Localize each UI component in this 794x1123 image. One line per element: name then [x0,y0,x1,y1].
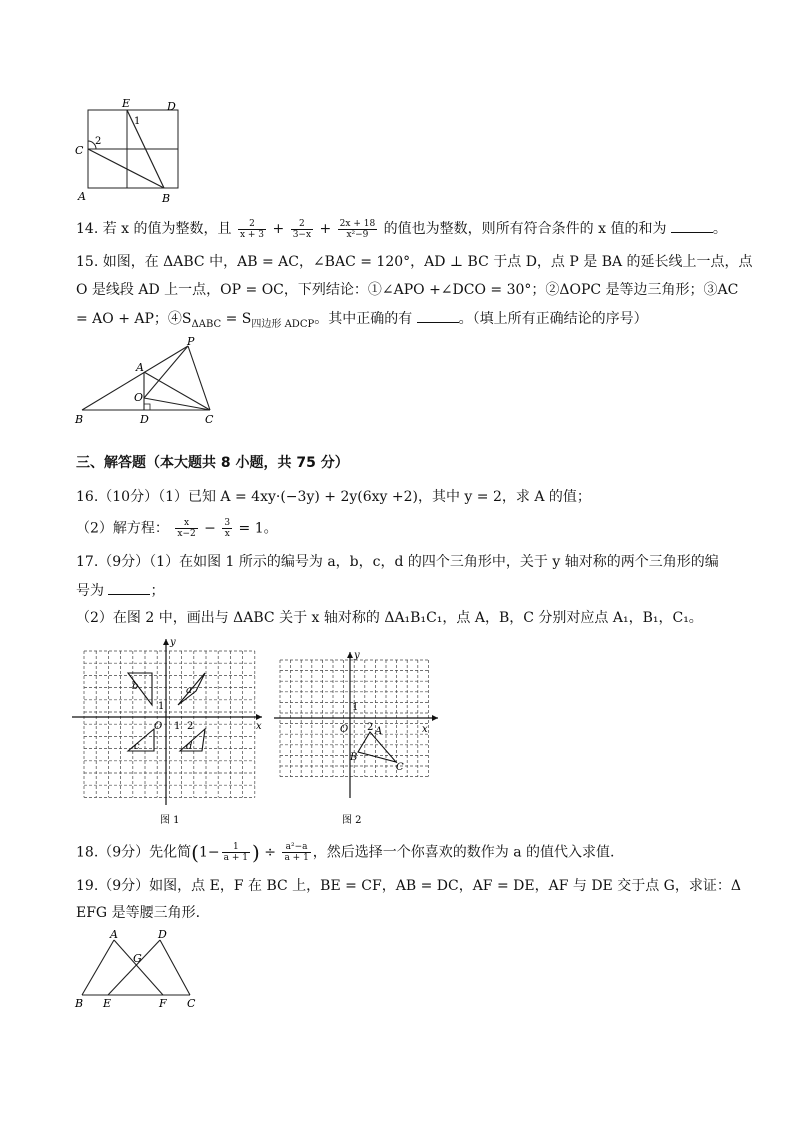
x-axis-label: x [422,724,428,735]
triangle-b-label: b [132,681,139,692]
label-B: B [162,192,171,205]
figure-caption: 图 1 [160,815,180,826]
figure-caption: 图 2 [342,815,362,826]
label-angle2: 2 [95,136,102,147]
question-15-line3: = AO + AP；$④S_{\Delta ABC} = S_{四边形 ADCP}$。其中正确的有 。（填上所有正确结论的序号） [76,308,648,335]
question-17-line1: 17.（9分）（1）在如图 1 所示的编号为 a，b，c，d 的四个三角形中，关于 y 轴对称的两个三角形的编 [76,554,719,570]
figure-17-grid-1 [70,635,270,830]
label-A: A [110,928,118,941]
label-A: A [136,361,144,374]
label-C: C [75,144,84,157]
triangle-a-label: a [186,685,192,696]
y-axis-label: y [170,637,176,648]
tick-2: 2 [367,722,374,733]
label-P: P [187,335,195,348]
label-B: B [75,997,84,1010]
question-14: 14. 若 x 的值为整数，且 $\frac{2}{x + 3}$ + $\frac{2}{3-x}$ + $\frac{2x + 18}{\text{x²−9}}$ 的值也为整数，则所有符合条件的 x 值的和为 。 [76,218,727,240]
y-axis-label: y [354,650,360,661]
tick-1: 1 [174,721,181,732]
figure-isosceles-efg [70,928,210,1010]
tick-y-1: 1 [158,701,165,712]
question-17-line2: 号为 ； [76,580,164,601]
label-B: B [75,413,84,426]
label-C: C [187,997,196,1010]
question-15-line2: O 是线段 AD 上一点，OP = OC，下列结论：①∠APO +∠DCO = 30°；②ΔOPC 是等边三角形；③AC [76,282,739,298]
point-A-label: A [375,726,383,737]
figure-square-grid [70,96,190,206]
label-C: C [205,413,214,426]
label-D: D [158,928,167,941]
x-axis-label: x [256,721,262,732]
label-O: O [134,391,144,404]
origin-label: O [340,724,349,735]
point-B-label: B [350,752,358,763]
question-18: 18.（9分）先化简(1− $\frac{1}{a + 1}$ ) ÷ $\frac{\text{a²−a}}{a + 1}$ ，然后选择一个你喜欢的数作为 a 的值代入求值. [76,840,615,865]
question-19-line1: 19.（9分）如图，点 E，F 在 BC 上，BE = CF，AB = DC，AF = DE，AF 与 DE 交于点 G，求证：Δ [76,878,741,894]
label-G: G [133,952,142,965]
origin-label: O [154,721,163,732]
question-16-line1: 16.（10分）（1）已知 A = 4xy·(−3y) + 2y(6xy +2)，其中 y = 2，求 A 的值； [76,489,591,505]
answer-blank [417,308,459,323]
triangle-d-label: d [186,741,193,752]
question-17-line3: （2）在图 2 中，画出与 ΔABC 关于 x 轴对称的 ΔA₁B₁C₁，点 A，B，C 分别对应点 A₁，B₁，C₁。 [76,610,703,626]
figure-triangle-opc [70,334,230,426]
section-heading: 三、解答题（本大题共 8 小题，共 75 分） [76,455,349,471]
question-16-line2: （2）解方程： $\frac{x}{x-2}$ − $\frac{3}{x}$ = 1。 [76,518,278,539]
label-A: A [78,190,86,203]
tick-2: 2 [187,721,194,732]
label-E: E [103,997,112,1010]
triangle-c-label: c [134,741,140,752]
label-F: F [159,997,167,1010]
question-15-line1: 15. 如图，在 ΔABC 中，AB = AC，∠BAC = 120°，AD ⊥ BC 于点 D，点 P 是 BA 的延长线上一点，点 [76,254,753,270]
tick-1: 1 [352,702,359,713]
label-angle1: 1 [134,116,141,127]
figure-17-grid-2 [272,648,444,830]
answer-blank [108,580,150,595]
label-D: D [140,413,149,426]
point-C-label: C [396,762,404,773]
answer-blank [671,218,713,233]
label-E: E [122,97,131,110]
question-19-line2: EFG 是等腰三角形. [76,905,201,921]
label-D: D [167,100,176,113]
